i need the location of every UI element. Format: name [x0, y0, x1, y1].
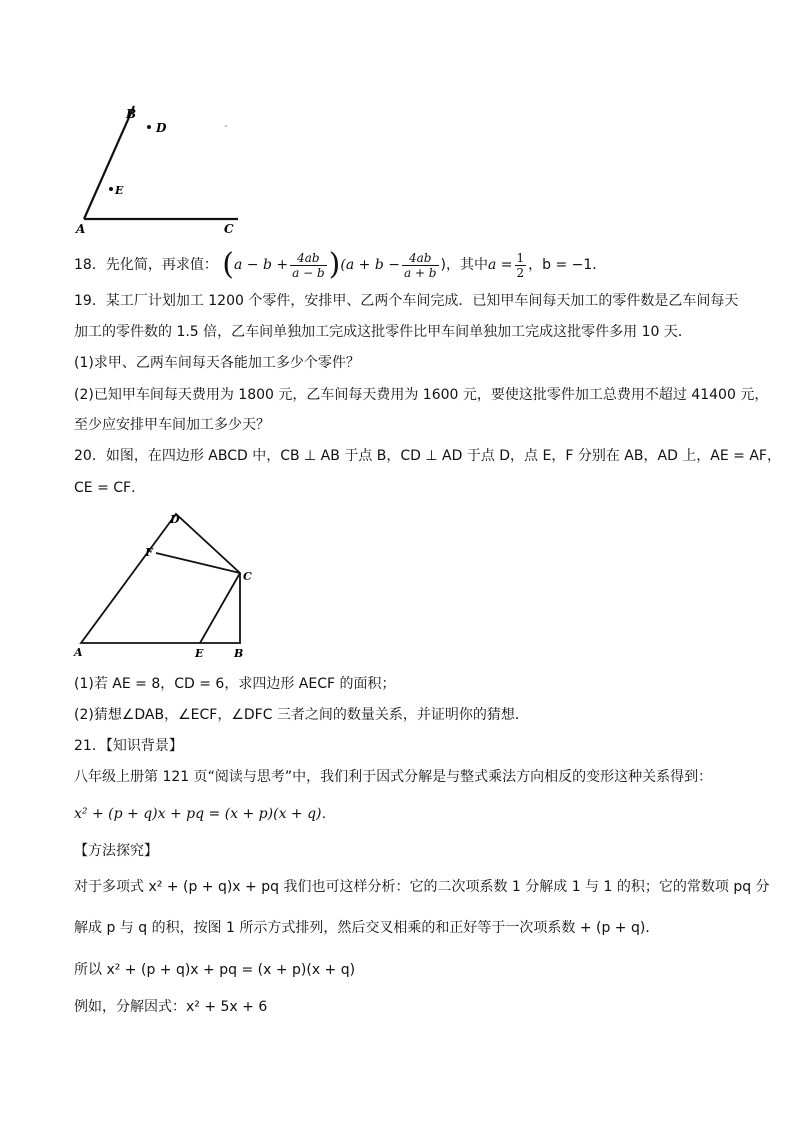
question-18: 18．先化简，再求值： (a − b + $\frac{4ab}{a - b}$ )(a + b − $\frac{4ab}{a + b}$ )，其中a = $\frac{1}{2}$ ，b = −1． — [74, 247, 607, 282]
question-20-part-2: (2)猜想∠DAB，∠ECF，∠DFC 三者之间的数量关系，并证明你的猜想． — [74, 707, 529, 723]
question-21-intro: 八年级上册第 121 页“阅读与思考”中，我们利于因式分解是与整式乘法方向相反的变形这种关系得到： — [74, 769, 713, 785]
label-d: D — [156, 121, 167, 135]
label-d: D — [170, 513, 180, 526]
fraction-one-half: $\frac{1}{2}$ — [516, 250, 525, 280]
question-21-formula: x² + (p + q)x + pq = (x + p)(x + q)． — [74, 806, 336, 822]
label-a: A — [76, 222, 86, 236]
question-20-line-2: CE = CF． — [74, 480, 146, 496]
label-b: B — [126, 107, 137, 121]
question-19-part-1: (1)求甲、乙两车间每天各能加工多少个零件？ — [74, 355, 360, 371]
label-b: B — [234, 647, 244, 660]
method-line-1: 对于多项式 x² + (p + q)x + pq 我们也可这样分析：它的二次项系数 1 分解成 1 与 1 的积；它的常数项 pq 分 — [74, 879, 770, 895]
label-e: E — [195, 647, 204, 660]
figure-quadrilateral-abcd — [70, 505, 270, 665]
method-header: 【方法探究】 — [74, 843, 158, 859]
so-line: 所以 x² + (p + q)x + pq = (x + p)(x + q) — [74, 962, 356, 978]
question-21-header: 21．【知识背景】 — [74, 738, 183, 754]
label-c: C — [243, 570, 252, 583]
figure-angle-bac — [70, 98, 250, 238]
question-19-part-2-line-2: 至少应安排甲车间加工多少天？ — [74, 417, 270, 433]
question-20-line-1: 20．如图，在四边形 ABCD 中，CB ⊥ AB 于点 B，CD ⊥ AD 于点 D，点 E，F 分别在 AB，AD 上，AE = AF， — [74, 448, 781, 464]
label-f: F — [145, 546, 153, 559]
question-20-part-1: (1)若 AE = 8，CD = 6，求四边形 AECF 的面积； — [74, 676, 396, 692]
label-a: A — [74, 646, 83, 659]
question-19-line-1: 19．某工厂计划加工 1200 个零件，安排甲、乙两个车间完成．已知甲车间每天加工的零件数是乙车间每天 — [74, 293, 739, 309]
fraction-4ab-over-a-minus-b: $\frac{4ab}{a - b}$ — [292, 250, 325, 280]
question-19-line-2: 加工的零件数的 1.5 倍，乙车间单独加工完成这批零件比甲车间单独加工完成这批零件多用 10 天． — [74, 324, 692, 340]
method-line-2: 解成 p 与 q 的积，按图 1 所示方式排列，然后交叉相乘的和正好等于一次项系数 + (p + q)． — [74, 920, 660, 936]
example-line: 例如，分解因式：x² + 5x + 6 — [74, 999, 268, 1015]
label-e: E — [115, 184, 124, 197]
fraction-4ab-over-a-plus-b: $\frac{4ab}{a + b}$ — [403, 250, 437, 280]
label-c: C — [224, 222, 234, 236]
question-19-part-2-line-1: (2)已知甲车间每天费用为 1800 元，乙车间每天费用为 1600 元，要使这批零件加工总费用不超过 41400 元， — [74, 387, 769, 403]
